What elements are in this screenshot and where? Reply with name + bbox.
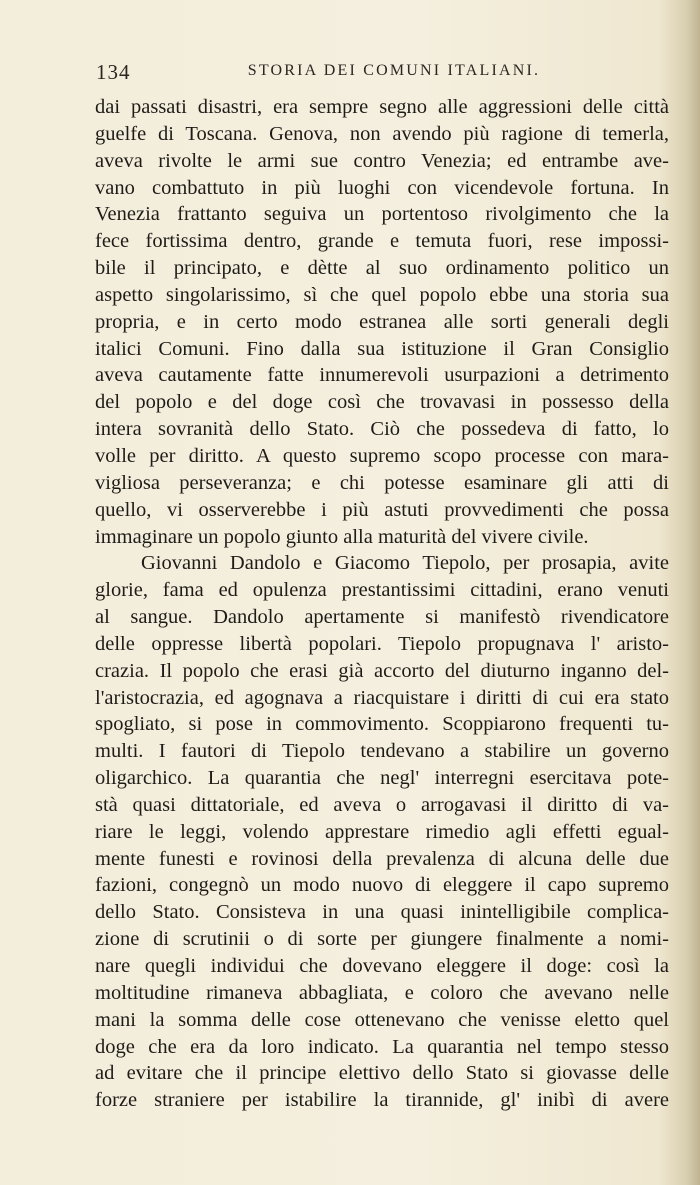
text-line: aveva rivolte le armi sue contro Venezia; ed entrambe ave- — [95, 149, 669, 172]
text-line: bile il principato, e dètte al suo ordinamento politico un — [95, 257, 669, 280]
text-line: stà quasi dittatoriale, ed aveva o arrogavasi il diritto di va- — [95, 793, 669, 816]
text-line: guelfe di Toscana. Genova, non avendo più ragione di temerla, — [95, 122, 669, 145]
text-line: dello Stato. Consisteva in una quasi inintelligibile complica- — [95, 901, 669, 924]
text-line: delle oppresse libertà popolari. Tiepolo propugnava l' aristo- — [95, 632, 669, 655]
page-number: 134 — [96, 60, 131, 84]
text-line: vigliosa perseveranza; e chi potesse esaminare gli atti di — [95, 471, 669, 494]
text-line: intera sovranità dello Stato. Ciò che possedeva di fatto, lo — [95, 418, 669, 441]
text-line: dai passati disastri, era sempre segno alle aggressioni delle città — [95, 96, 669, 118]
text-line: l'aristocrazia, ed agognava a riacquistare i diritti di cui era stato — [95, 686, 669, 709]
text-line: Giovanni Dandolo e Giacomo Tiepolo, per prosapia, avite — [141, 552, 669, 575]
text-line: zione di scrutinii o di sorte per giungere finalmente a nomi- — [95, 928, 669, 951]
text-line: quello, vi osserverebbe i più astuti provvedimenti che possa — [95, 498, 669, 521]
text-line: fazioni, congegnò un modo nuovo di eleggere il capo supremo — [95, 874, 669, 897]
text-line: del popolo e del doge così che trovavasi in possesso della — [95, 391, 669, 414]
text-line: multi. I fautori di Tiepolo tendevano a stabilire un governo — [95, 740, 669, 763]
text-line: doge che era da loro indicato. La quarantia nel tempo stesso — [95, 1035, 669, 1058]
body-text — [95, 94, 669, 1114]
text-line: ad evitare che il principe elettivo dello Stato si giovasse delle — [95, 1062, 669, 1085]
text-line: aveva cautamente fatte innumerevoli usurpazioni a detrimento — [95, 364, 669, 387]
text-line: al sangue. Dandolo apertamente si manifestò rivendicatore — [95, 606, 669, 629]
text-line: oligarchico. La quarantia che negl' interregni esercitava pote- — [95, 767, 669, 790]
text-line: spogliato, si pose in commovimento. Scoppiarono frequenti tu- — [95, 713, 669, 736]
text-line: mente funesti e rovinosi della prevalenza di alcuna delle due — [95, 847, 669, 870]
text-line: nare quegli individui che dovevano eleggere il doge: così la — [95, 955, 669, 977]
text-line: Venezia frattanto seguiva un portentoso rivolgimento che la — [95, 203, 669, 226]
text-line: riare le leggi, volendo apprestare rimedio agli effetti egual- — [95, 820, 669, 843]
text-line: glorie, fama ed opulenza prestantissimi cittadini, erano venuti — [95, 579, 669, 602]
running-title: STORIA DEI COMUNI ITALIANI. — [247, 62, 541, 79]
text-line: propria, e in certo modo estranea alle sorti generali degli — [95, 310, 669, 333]
text-line: aspetto singolarissimo, sì che quel popolo ebbe una storia sua — [95, 283, 669, 306]
page-header — [96, 60, 668, 88]
text-line: forze straniere per istabilire la tirannide, gl' inibì di avere — [95, 1089, 669, 1112]
text-line: vano combattuto in più luoghi con vicendevole fortuna. In — [95, 176, 669, 199]
text-line: fece fortissima dentro, grande e temuta fuori, rese impossi- — [95, 230, 669, 253]
text-line: moltitudine rimaneva abbagliata, e coloro che avevano nelle — [95, 981, 669, 1004]
text-line: crazia. Il popolo che erasi già accorto del diuturno inganno del- — [95, 659, 669, 682]
text-line: volle per diritto. A questo supremo scopo processe con mara- — [95, 444, 669, 467]
text-line: mani la somma delle cose ottenevano che venisse eletto quel — [95, 1008, 669, 1031]
text-line: immaginare un popolo giunto alla maturità del vivere civile. — [95, 525, 589, 548]
text-line: italici Comuni. Fino dalla sua istituzione il Gran Consiglio — [95, 337, 669, 360]
